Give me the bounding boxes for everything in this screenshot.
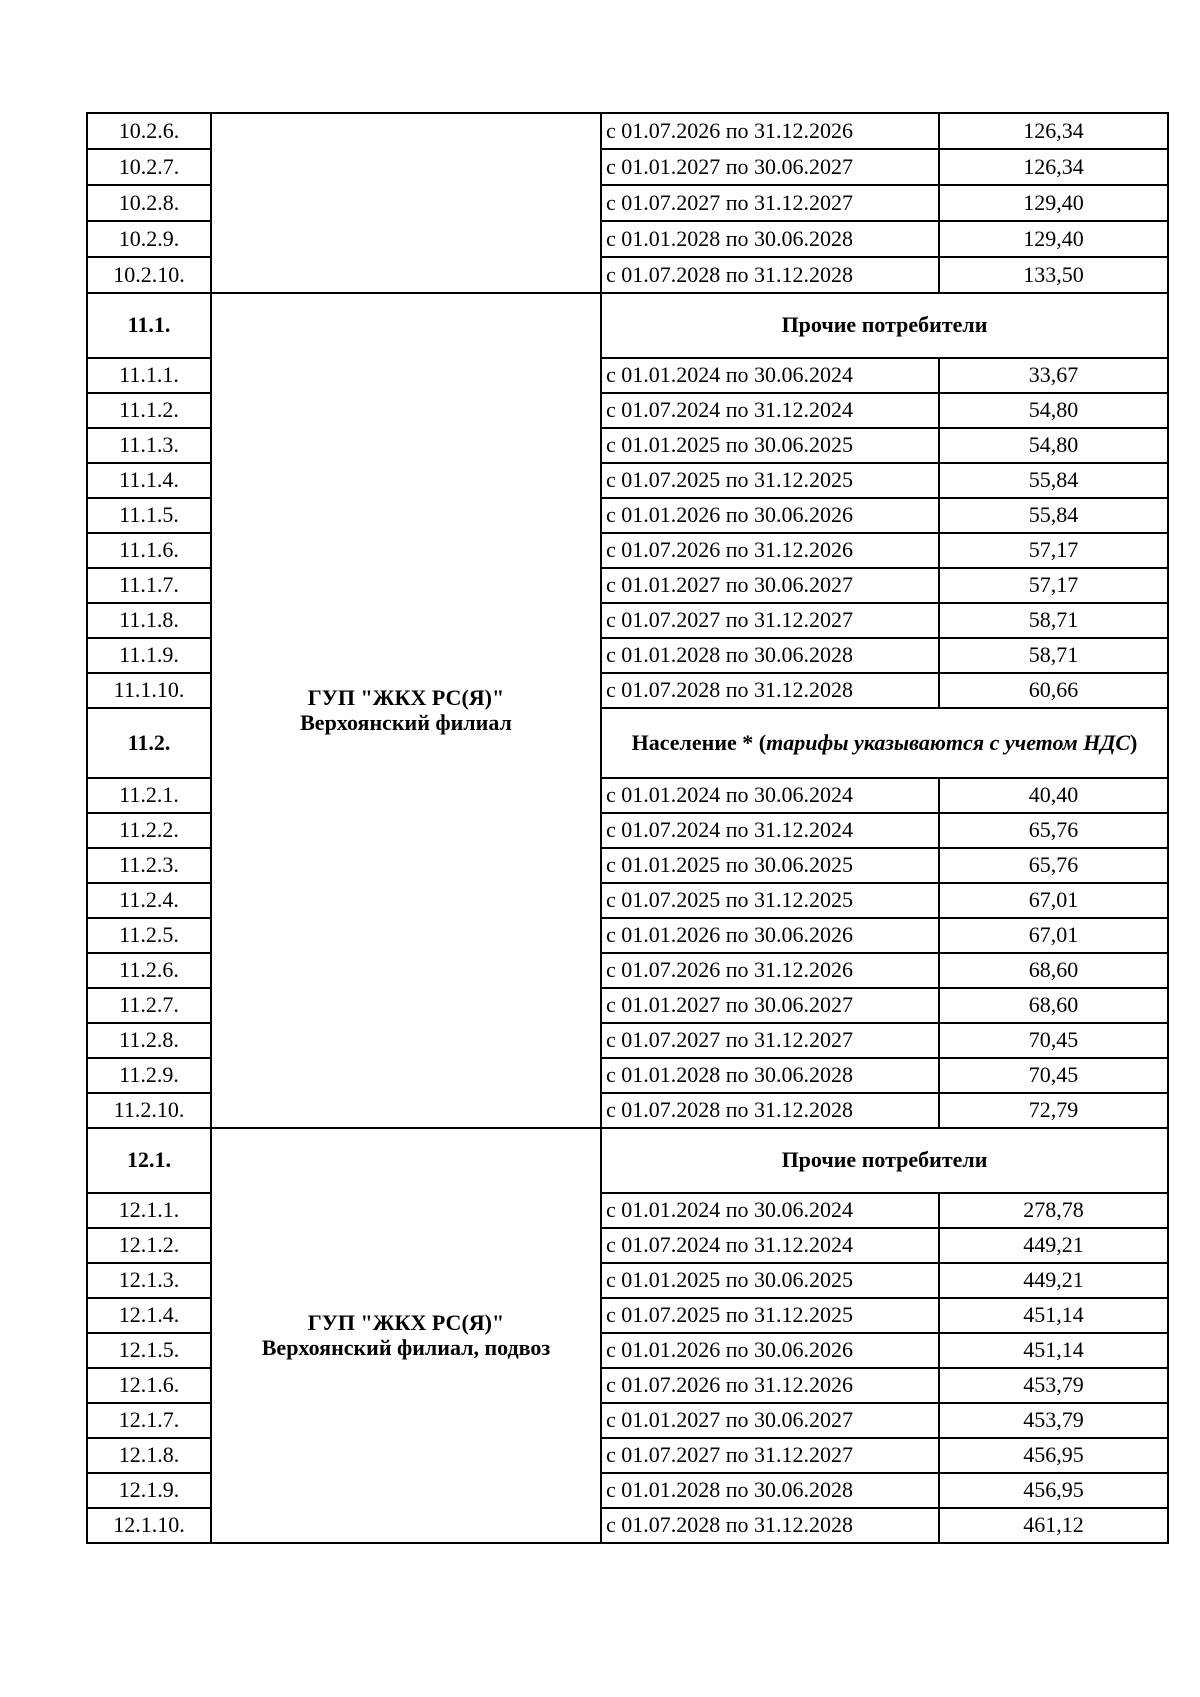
tariff-value: 57,17	[939, 533, 1168, 568]
period-cell: с 01.07.2028 по 31.12.2028	[601, 1508, 939, 1543]
row-number: 12.1.2.	[87, 1228, 211, 1263]
period-cell: с 01.07.2028 по 31.12.2028	[601, 257, 939, 293]
row-number: 11.1.2.	[87, 393, 211, 428]
tariff-value: 54,80	[939, 428, 1168, 463]
period-cell: с 01.07.2024 по 31.12.2024	[601, 393, 939, 428]
row-number: 11.1.10.	[87, 673, 211, 708]
period-cell: с 01.01.2024 по 30.06.2024	[601, 778, 939, 813]
period-cell: с 01.01.2026 по 30.06.2026	[601, 498, 939, 533]
consumer-category-text: Прочие потребители	[781, 1147, 988, 1173]
row-number: 11.1.4.	[87, 463, 211, 498]
period-cell: с 01.07.2026 по 31.12.2026	[601, 953, 939, 988]
tariff-value: 67,01	[939, 883, 1168, 918]
period-cell: с 01.07.2027 по 31.12.2027	[601, 1023, 939, 1058]
row-number: 11.2.5.	[87, 918, 211, 953]
period-cell: с 01.07.2025 по 31.12.2025	[601, 1298, 939, 1333]
row-number: 11.1.8.	[87, 603, 211, 638]
tariff-value: 60,66	[939, 673, 1168, 708]
tariff-value: 54,80	[939, 393, 1168, 428]
tariff-value: 129,40	[939, 185, 1168, 221]
tariff-value: 65,76	[939, 848, 1168, 883]
row-number: 10.2.6.	[87, 113, 211, 149]
period-cell: с 01.01.2028 по 30.06.2028	[601, 1473, 939, 1508]
period-cell: с 01.01.2025 по 30.06.2025	[601, 428, 939, 463]
tariff-value: 58,71	[939, 603, 1168, 638]
row-number: 11.2.4.	[87, 883, 211, 918]
tariff-value: 68,60	[939, 988, 1168, 1023]
table-row	[87, 113, 1168, 149]
organization-name-line: ГУП "ЖКХ РС(Я)"	[307, 1310, 505, 1336]
tariff-value: 451,14	[939, 1333, 1168, 1368]
period-cell: с 01.01.2025 по 30.06.2025	[601, 1263, 939, 1298]
row-number: 11.2.1.	[87, 778, 211, 813]
consumer-category-text: Население * (	[631, 729, 767, 755]
period-cell: с 01.07.2024 по 31.12.2024	[601, 1228, 939, 1263]
tariff-value: 453,79	[939, 1403, 1168, 1438]
period-cell: с 01.01.2027 по 30.06.2027	[601, 988, 939, 1023]
tariff-value: 126,34	[939, 149, 1168, 185]
period-cell: с 01.07.2026 по 31.12.2026	[601, 1368, 939, 1403]
consumer-category-text: тарифы указываются с учетом НДС	[766, 729, 1131, 755]
tariff-value: 55,84	[939, 463, 1168, 498]
period-cell: с 01.01.2028 по 30.06.2028	[601, 1058, 939, 1093]
period-cell: с 01.07.2026 по 31.12.2026	[601, 533, 939, 568]
row-number: 10.2.8.	[87, 185, 211, 221]
period-cell: с 01.01.2026 по 30.06.2026	[601, 918, 939, 953]
row-number: 12.1.3.	[87, 1263, 211, 1298]
row-number: 12.1.6.	[87, 1368, 211, 1403]
tariff-value: 55,84	[939, 498, 1168, 533]
period-cell: с 01.01.2027 по 30.06.2027	[601, 568, 939, 603]
period-cell: с 01.07.2028 по 31.12.2028	[601, 1093, 939, 1128]
row-number: 11.1.7.	[87, 568, 211, 603]
tariff-value: 57,17	[939, 568, 1168, 603]
period-cell: с 01.01.2027 по 30.06.2027	[601, 1403, 939, 1438]
tariff-value: 453,79	[939, 1368, 1168, 1403]
tariff-value: 449,21	[939, 1263, 1168, 1298]
consumer-category	[601, 1128, 1168, 1193]
tariff-value: 68,60	[939, 953, 1168, 988]
row-number: 11.2.3.	[87, 848, 211, 883]
organization-name-line: ГУП "ЖКХ РС(Я)"	[307, 685, 505, 711]
tariff-value: 33,67	[939, 358, 1168, 393]
row-number: 12.1.10.	[87, 1508, 211, 1543]
row-number: 11.2.9.	[87, 1058, 211, 1093]
row-number: 11.1.6.	[87, 533, 211, 568]
tariff-table-body	[87, 113, 1168, 1543]
section-header-row	[87, 1128, 1168, 1193]
period-cell: с 01.07.2025 по 31.12.2025	[601, 463, 939, 498]
tariff-value: 67,01	[939, 918, 1168, 953]
row-number: 12.1.5.	[87, 1333, 211, 1368]
tariff-value: 58,71	[939, 638, 1168, 673]
row-number: 12.1.7.	[87, 1403, 211, 1438]
row-number: 12.1.9.	[87, 1473, 211, 1508]
period-cell: с 01.01.2026 по 30.06.2026	[601, 1333, 939, 1368]
organization-name-line: Верхоянский филиал	[300, 709, 512, 735]
row-number: 10.2.7.	[87, 149, 211, 185]
period-cell: с 01.01.2028 по 30.06.2028	[601, 638, 939, 673]
row-number: 11.1.5.	[87, 498, 211, 533]
period-cell: с 01.01.2027 по 30.06.2027	[601, 149, 939, 185]
period-cell: с 01.07.2028 по 31.12.2028	[601, 673, 939, 708]
tariff-value: 451,14	[939, 1298, 1168, 1333]
row-number: 11.2.8.	[87, 1023, 211, 1058]
tariff-value: 65,76	[939, 813, 1168, 848]
tariff-value: 449,21	[939, 1228, 1168, 1263]
row-number: 11.2.10.	[87, 1093, 211, 1128]
organization-name-line: Верхоянский филиал, подвоз	[261, 1334, 551, 1360]
section-number: 11.2.	[87, 708, 211, 778]
row-number: 10.2.9.	[87, 221, 211, 257]
tariff-value: 126,34	[939, 113, 1168, 149]
period-cell: с 01.01.2024 по 30.06.2024	[601, 358, 939, 393]
period-cell: с 01.07.2024 по 31.12.2024	[601, 813, 939, 848]
row-number: 11.1.9.	[87, 638, 211, 673]
period-cell: с 01.01.2024 по 30.06.2024	[601, 1193, 939, 1228]
org-cell-empty	[211, 113, 601, 293]
tariff-value: 129,40	[939, 221, 1168, 257]
consumer-category-text: )	[1130, 729, 1138, 755]
consumer-category	[601, 708, 1168, 778]
tariff-table	[86, 112, 1169, 1544]
row-number: 11.1.1.	[87, 358, 211, 393]
tariff-value: 461,12	[939, 1508, 1168, 1543]
period-cell: с 01.01.2025 по 30.06.2025	[601, 848, 939, 883]
consumer-category-text: Прочие потребители	[781, 312, 988, 338]
row-number: 12.1.8.	[87, 1438, 211, 1473]
consumer-category	[601, 293, 1168, 358]
tariff-value: 133,50	[939, 257, 1168, 293]
tariff-value: 40,40	[939, 778, 1168, 813]
period-cell: с 01.01.2028 по 30.06.2028	[601, 221, 939, 257]
tariff-value: 70,45	[939, 1058, 1168, 1093]
organization-name	[211, 1128, 601, 1543]
period-cell: с 01.07.2027 по 31.12.2027	[601, 603, 939, 638]
tariff-value: 72,79	[939, 1093, 1168, 1128]
organization-name	[211, 293, 601, 1128]
tariff-value: 456,95	[939, 1473, 1168, 1508]
row-number: 10.2.10.	[87, 257, 211, 293]
tariff-value: 456,95	[939, 1438, 1168, 1473]
section-header-row	[87, 293, 1168, 358]
row-number: 12.1.1.	[87, 1193, 211, 1228]
period-cell: с 01.07.2027 по 31.12.2027	[601, 185, 939, 221]
period-cell: с 01.07.2027 по 31.12.2027	[601, 1438, 939, 1473]
row-number: 11.2.2.	[87, 813, 211, 848]
section-number: 12.1.	[87, 1128, 211, 1193]
row-number: 12.1.4.	[87, 1298, 211, 1333]
row-number: 11.2.7.	[87, 988, 211, 1023]
period-cell: с 01.07.2026 по 31.12.2026	[601, 113, 939, 149]
tariff-value: 278,78	[939, 1193, 1168, 1228]
row-number: 11.2.6.	[87, 953, 211, 988]
section-number: 11.1.	[87, 293, 211, 358]
row-number: 11.1.3.	[87, 428, 211, 463]
period-cell: с 01.07.2025 по 31.12.2025	[601, 883, 939, 918]
tariff-value: 70,45	[939, 1023, 1168, 1058]
